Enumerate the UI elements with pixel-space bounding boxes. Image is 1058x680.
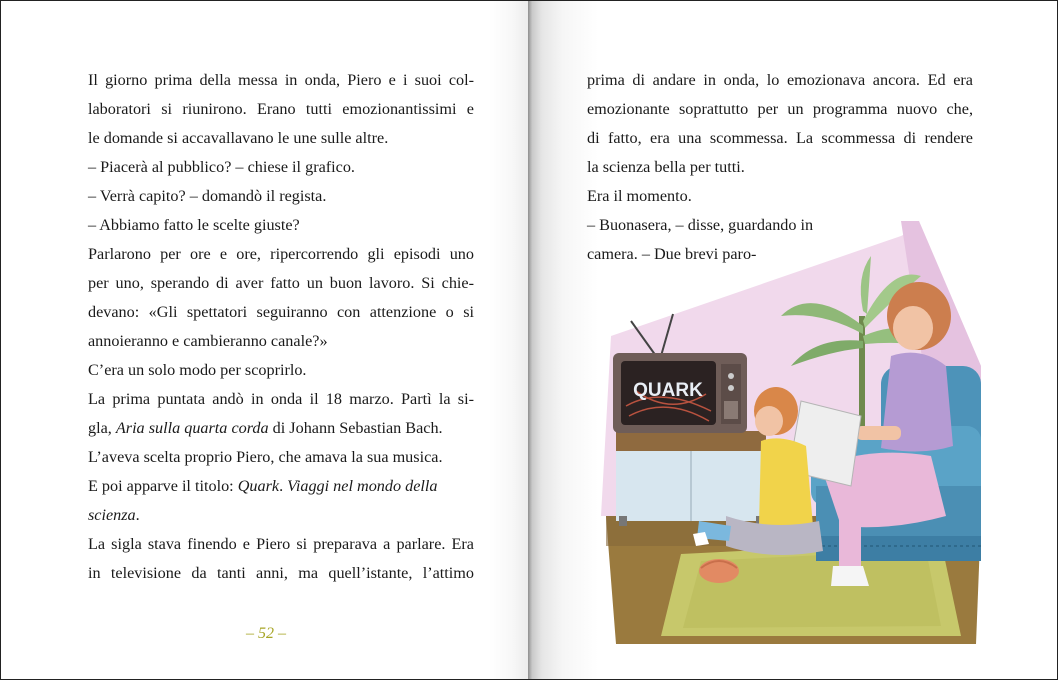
text-line: per uno, sperando di aver fatto un buon lavoro. Si chie- — [88, 274, 474, 292]
text-line: – Piacerà al pubblico? – chiese il grafico. — [88, 158, 355, 176]
tv-logo: QUARK — [633, 380, 703, 401]
text-line: di fatto, era una scommessa. La scommessa di rendere — [587, 129, 973, 147]
tv-cabinet — [616, 431, 766, 526]
text-line — [88, 472, 474, 501]
text-line: la scienza bella per tutti. — [587, 158, 745, 176]
text-run: . — [279, 477, 284, 495]
text-line: – Abbiamo fatto le scelte giuste? — [88, 216, 300, 234]
text-line: devano: «Gli spettatori seguiranno con attenzione o si — [88, 303, 474, 321]
text-line: prima di andare in onda, lo emozionava ancora. Ed era — [587, 71, 973, 89]
text-line: Era il momento. — [587, 187, 692, 205]
text-line: Il giorno prima della messa in onda, Piero e i suoi col- — [88, 71, 474, 89]
text-line: camera. – Due brevi paro- — [587, 245, 757, 263]
text-run: gla, — [88, 419, 112, 437]
text-line: emozionante soprattutto per un programma nuovo che, — [587, 100, 973, 118]
text-line: in televisione da tanti anni, ma quell’istante, l’attimo — [88, 564, 474, 582]
toy-turtle-icon — [699, 559, 739, 583]
text-line: – Buonasera, – disse, guardando in — [587, 216, 814, 234]
page-number: – 52 – — [246, 625, 286, 642]
text-line — [88, 414, 474, 443]
text-run: . — [135, 506, 140, 524]
text-line: Parlarono per ore e ore, ripercorrendo gli episodi uno — [88, 245, 474, 263]
text-line: La sigla stava finendo e Piero si preparava a parlare. Era — [88, 535, 474, 553]
text-line: – Verrà capito? – domandò il regista. — [88, 187, 327, 205]
text-line: C’era un solo modo per scoprirlo. — [88, 361, 307, 379]
text-run: E poi apparve il titolo: — [88, 477, 234, 495]
text-line: La prima puntata andò in onda il 18 marzo. Partì la si- — [88, 390, 474, 408]
italic-title: Viaggi nel mondo della — [287, 477, 438, 495]
illustration — [601, 216, 981, 646]
italic-title: scienza — [88, 506, 136, 524]
text-line: le domande si accavallavano le une sulle altre. — [88, 129, 389, 147]
italic-title: Aria sulla quarta corda — [115, 419, 269, 437]
left-page-text — [88, 66, 474, 588]
text-run: di Johann Sebastian Bach. — [272, 419, 443, 437]
text-line: L’aveva scelta proprio Piero, che amava la sua musica. — [88, 448, 443, 466]
italic-title: Quark — [237, 477, 280, 495]
text-line: laboratori si riunirono. Erano tutti emozionantissimi e — [88, 100, 474, 118]
gutter-shadow-left — [489, 1, 529, 679]
text-line — [88, 501, 474, 530]
text-line: annoieranno e cambieranno canale?» — [88, 332, 328, 350]
